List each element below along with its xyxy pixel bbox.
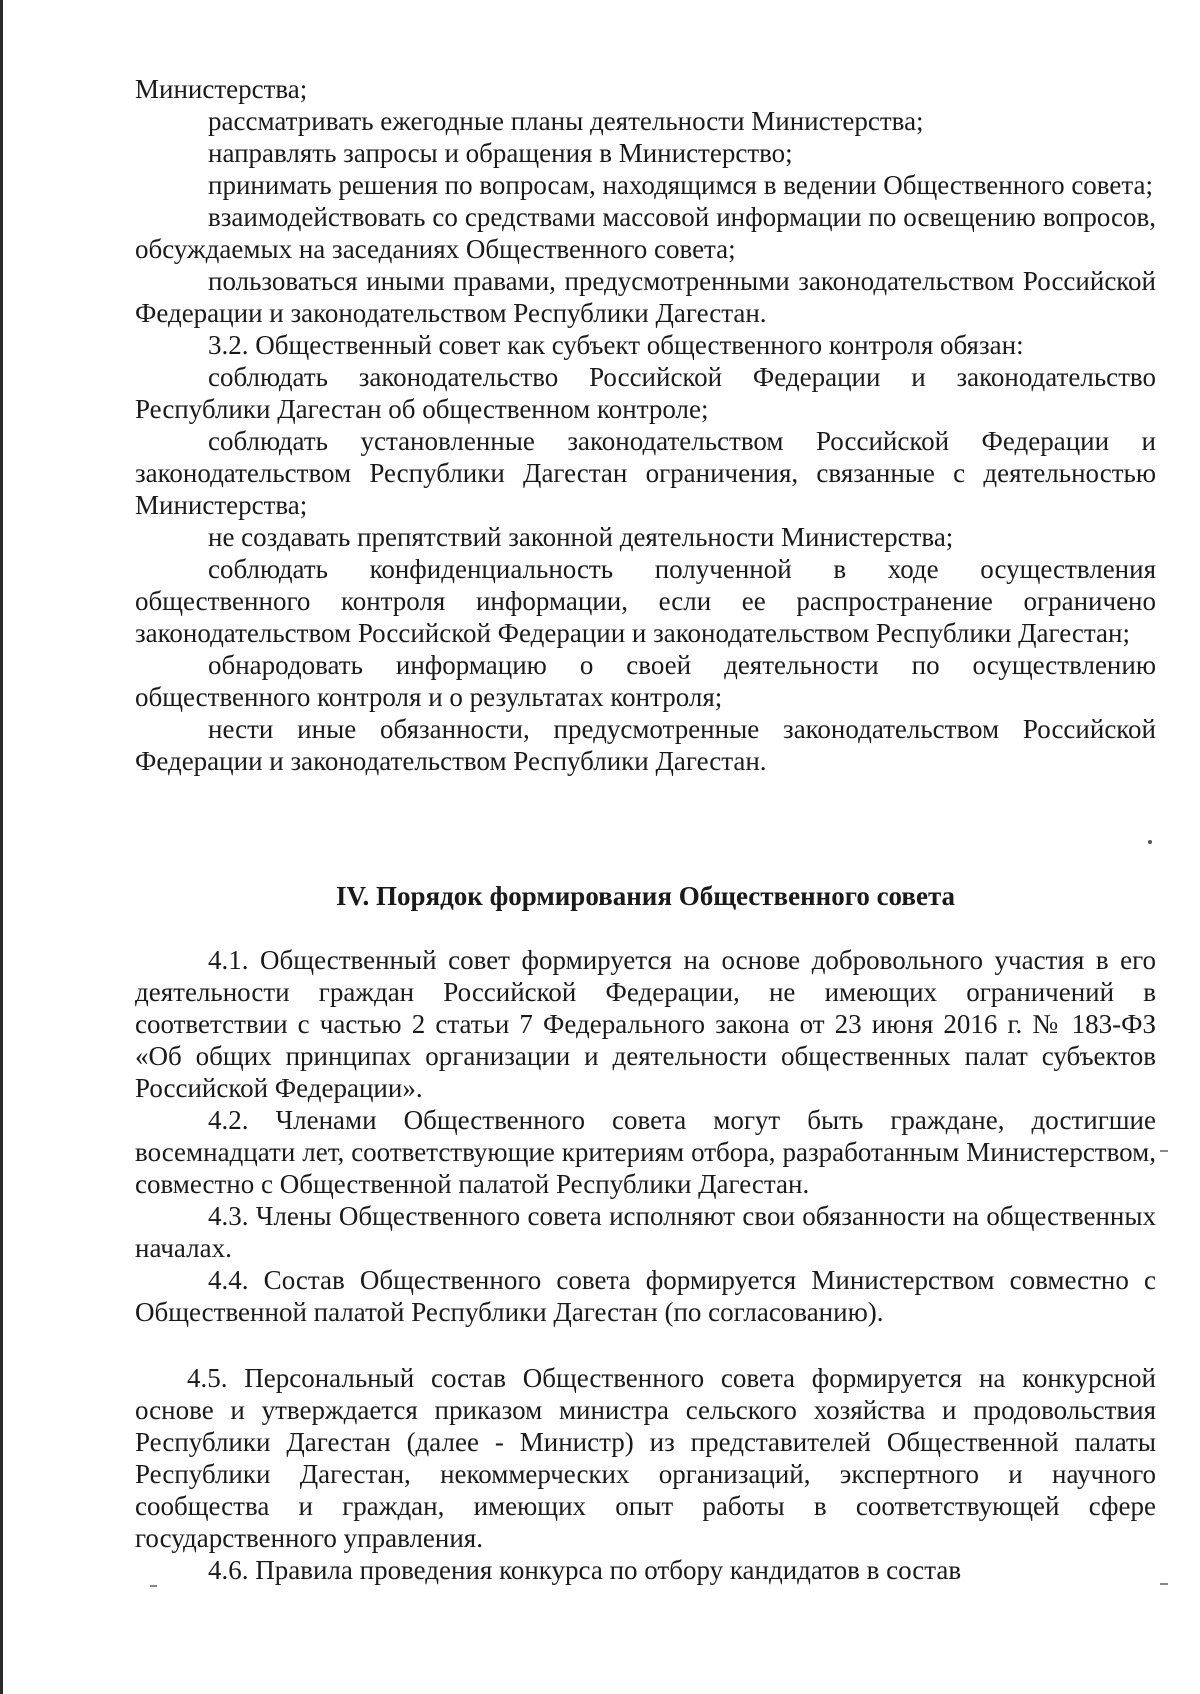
paragraph: 3.2. Общественный совет как субъект общественного контроля обязан: [208, 330, 1024, 360]
section-3-text [135, 73, 1156, 777]
paragraph: 4.5. Персональный состав Общественного совета формируется на конкурсной основе и утверждается приказом министра сельского хозяйства и продовольствия Республики Дагестан (далее - Министр) из представителей Общественной палаты Республики Дагестан, некоммерческих организаций, экспертного и научного сообщества и граждан, имеющих опыт работы в соответствующей сфере государственного управления. [135, 1363, 1156, 1553]
scan-speck [150, 1585, 157, 1587]
scan-speck [1148, 840, 1152, 844]
paragraph: нести иные обязанности, предусмотренные законодательством Российской Федерации и законодательством Республики Дагестан. [135, 714, 1156, 776]
section-heading: IV. Порядок формирования Общественного совета [335, 881, 956, 911]
paragraph: 4.4. Состав Общественного совета формируется Министерством совместно с Общественной палатой Республики Дагестан (по согласованию). [135, 1265, 1156, 1327]
section-4-text-a [135, 944, 1156, 1328]
paragraph: соблюдать установленные законодательством Российской Федерации и законодательством Республики Дагестан ограничения, связанные с деятельностью Министерства; [135, 426, 1156, 520]
paragraph: 4.6. Правила проведения конкурса по отбору кандидатов в состав [208, 1555, 962, 1585]
paragraph: обнародовать информацию о своей деятельности по осуществлению общественного контроля и о результатах контроля; [135, 650, 1156, 712]
scan-edge [0, 0, 3, 1694]
paragraph: 4.1. Общественный совет формируется на основе добровольного участия в его деятельности граждан Российской Федерации, не имеющих ограничений в соответствии с частью 2 статьи 7 Федерального закона от 23 июня 2016 г. № 183-ФЗ «Об общих принципах организации и деятельности общественных палат субъектов Российской Федерации». [135, 945, 1156, 1103]
paragraph: принимать решения по вопросам, находящимся в ведении Общественного совета; [208, 170, 1153, 200]
paragraph: направлять запросы и обращения в Министерство; [208, 138, 793, 168]
scan-speck [1160, 1583, 1168, 1585]
paragraph: не создавать препятствий законной деятельности Министерства; [208, 522, 954, 552]
paragraph: 4.3. Члены Общественного совета исполняют свои обязанности на общественных началах. [135, 1201, 1156, 1263]
section-4-text-b [135, 1362, 1156, 1586]
paragraph: Министерства; [135, 74, 308, 104]
paragraph: взаимодействовать со средствами массовой информации по освещению вопросов, обсуждаемых на заседаниях Общественного совета; [135, 202, 1156, 264]
paragraph: соблюдать законодательство Российской Федерации и законодательство Республики Дагестан об общественном контроле; [135, 362, 1156, 424]
paragraph: пользоваться иными правами, предусмотренными законодательством Российской Федерации и законодательством Республики Дагестан. [135, 266, 1156, 328]
paragraph: соблюдать конфиденциальность полученной в ходе осуществления общественного контроля информации, если ее распространение ограничено законодательством Российской Федерации и законодательством Республики Дагестан; [135, 554, 1156, 648]
scan-speck [1160, 1150, 1168, 1152]
paragraph: рассматривать ежегодные планы деятельности Министерства; [208, 106, 924, 136]
paragraph: 4.2. Членами Общественного совета могут быть граждане, достигшие восемнадцати лет, соответствующие критериям отбора, разработанным Министерством, совместно с Общественной палатой Республики Дагестан. [135, 1105, 1156, 1199]
